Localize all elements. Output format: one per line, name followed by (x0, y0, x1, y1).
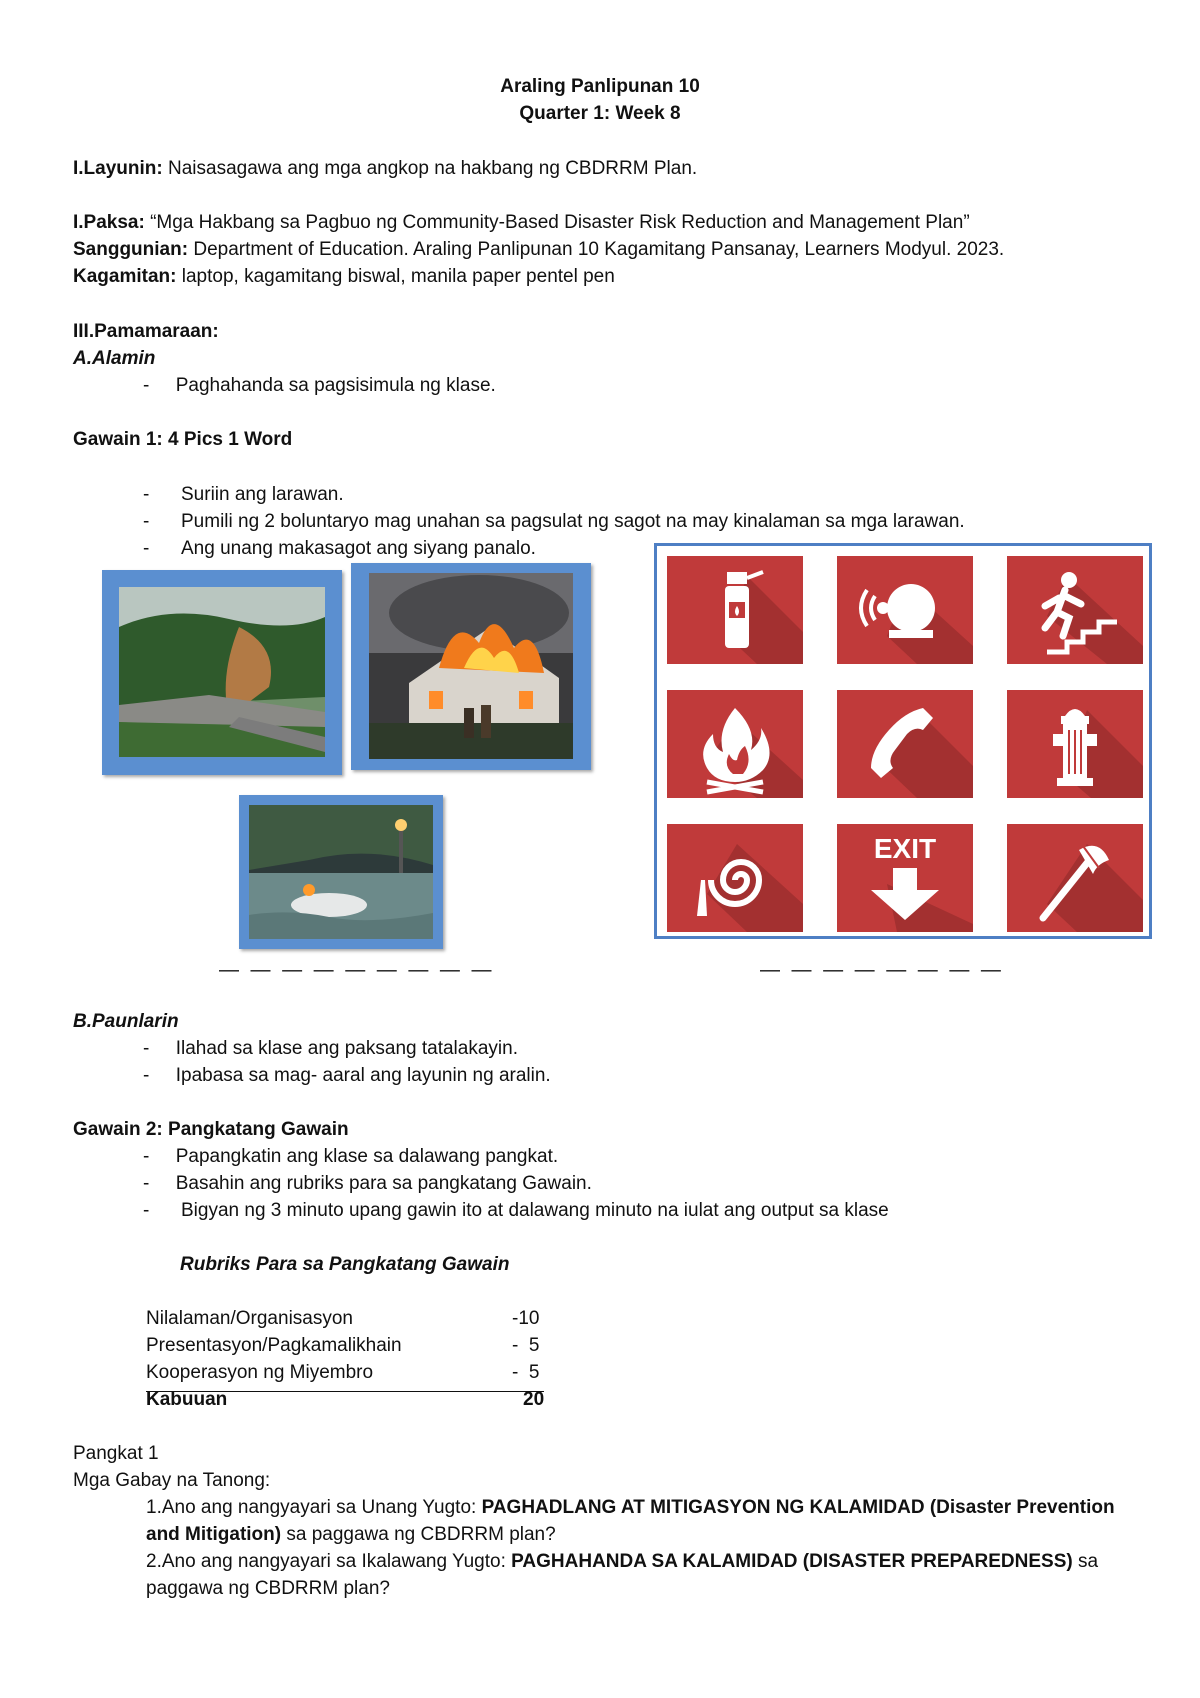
rubric-points: - 5 (512, 1335, 540, 1356)
exit-text: EXIT (873, 833, 937, 864)
pamamaraan-label: III.Pamamaraan: (73, 321, 219, 342)
sanggunian-text: Department of Education. Araling Panlipunan 10 Kagamitang Pansanay, Learners Modyul. 2023. (188, 239, 1005, 260)
paksa-line (73, 212, 970, 234)
sanggunian-label: Sanggunian: (73, 239, 189, 260)
pangkat-label: Pangkat 1 (73, 1443, 159, 1464)
rubric-criterion: Presentasyon/Pagkamalikhain (146, 1335, 402, 1356)
rubric-criterion: Kooperasyon ng Miyembro (146, 1362, 374, 1383)
flood-photo (239, 795, 443, 949)
exit-sign-icon (837, 824, 973, 932)
fire-flame-icon (667, 690, 803, 798)
gawain2-title: Gawain 2: Pangkatang Gawain (73, 1119, 349, 1140)
list-item: - Pumili ng 2 boluntaryo mag unahan sa pagsulat ng sagot na may kinalaman sa mga larawan. (143, 511, 965, 532)
fire-axe-icon (1007, 824, 1143, 932)
emergency-stairs-icon (1007, 556, 1143, 664)
list-item: - Bigyan ng 3 minuto upang gawin ito at dalawang minuto na iulat ang output sa klase (143, 1200, 889, 1221)
sanggunian-line (73, 239, 1004, 261)
list-item: - Basahin ang rubriks para sa pangkatang Gawain. (143, 1173, 592, 1194)
fire-extinguisher-icon (667, 556, 803, 664)
answer-blanks-right: — — — — — — — — (760, 959, 1004, 981)
guide-questions-label: Mga Gabay na Tanong: (73, 1470, 271, 1491)
list-item: - Paghahanda sa pagsisimula ng klase. (143, 375, 496, 396)
gawain1-title: Gawain 1: 4 Pics 1 Word (73, 429, 293, 450)
house-fire-photo (351, 563, 591, 770)
answer-blanks-left: — — — — — — — — — (219, 959, 495, 981)
layunin-text: Naisasagawa ang mga angkop na hakbang ng CBDRRM Plan. (162, 158, 698, 179)
paksa-text: “Mga Hakbang sa Pagbuo ng Community-Based Disaster Risk Reduction and Management Plan” (144, 212, 970, 233)
list-item: - Ang unang makasagot ang siyang panalo. (143, 538, 536, 559)
list-item: - Ipabasa sa mag- aaral ang layunin ng aralin. (143, 1065, 551, 1086)
page-title: Araling Panlipunan 10 (500, 76, 700, 97)
rubric-points: - 5 (512, 1362, 540, 1383)
kagamitan-label: Kagamitan: (73, 266, 177, 287)
kagamitan-line (73, 266, 615, 288)
layunin-label: I.Layunin: (73, 158, 163, 179)
page-subtitle: Quarter 1: Week 8 (519, 103, 681, 124)
question-1: 1.Ano ang nangyayari sa Unang Yugto: PAGHADLANG AT MITIGASYON NG KALAMIDAD (Disaster Prevention (146, 1497, 1115, 1518)
phone-icon (837, 690, 973, 798)
alamin-label: A.Alamin (73, 348, 156, 369)
rubric-total-label: Kabuuan (146, 1389, 228, 1410)
rubriks-title: Rubriks Para sa Pangkatang Gawain (180, 1254, 510, 1275)
list-item: - Ilahad sa klase ang paksang tatalakayin. (143, 1038, 518, 1059)
kagamitan-text: laptop, kagamitang biswal, manila paper pentel pen (176, 266, 615, 287)
paunlarin-label: B.Paunlarin (73, 1011, 179, 1032)
layunin-line (73, 158, 697, 180)
rubric-total-points: 20 (523, 1389, 545, 1410)
question-1-cont: and Mitigation) sa paggawa ng CBDRRM plan? (146, 1524, 556, 1545)
landslide-photo (102, 570, 342, 775)
list-item: - Papangkatin ang klase sa dalawang pangkat. (143, 1146, 559, 1167)
list-item: - Suriin ang larawan. (143, 484, 344, 505)
question-2-cont: paggawa ng CBDRRM plan? (146, 1578, 390, 1599)
fire-alarm-bell-icon (837, 556, 973, 664)
paksa-label: I.Paksa: (73, 212, 145, 233)
question-2: 2.Ano ang nangyayari sa Ikalawang Yugto: PAGHAHANDA SA KALAMIDAD (DISASTER PREPAREDNESS) sa (146, 1551, 1099, 1572)
rubric-criterion: Nilalaman/Organisasyon (146, 1308, 353, 1329)
fire-hydrant-icon (1007, 690, 1143, 798)
fire-safety-icons-grid (654, 543, 1152, 939)
rubric-points: -10 (512, 1308, 540, 1329)
fire-hose-icon (667, 824, 803, 932)
